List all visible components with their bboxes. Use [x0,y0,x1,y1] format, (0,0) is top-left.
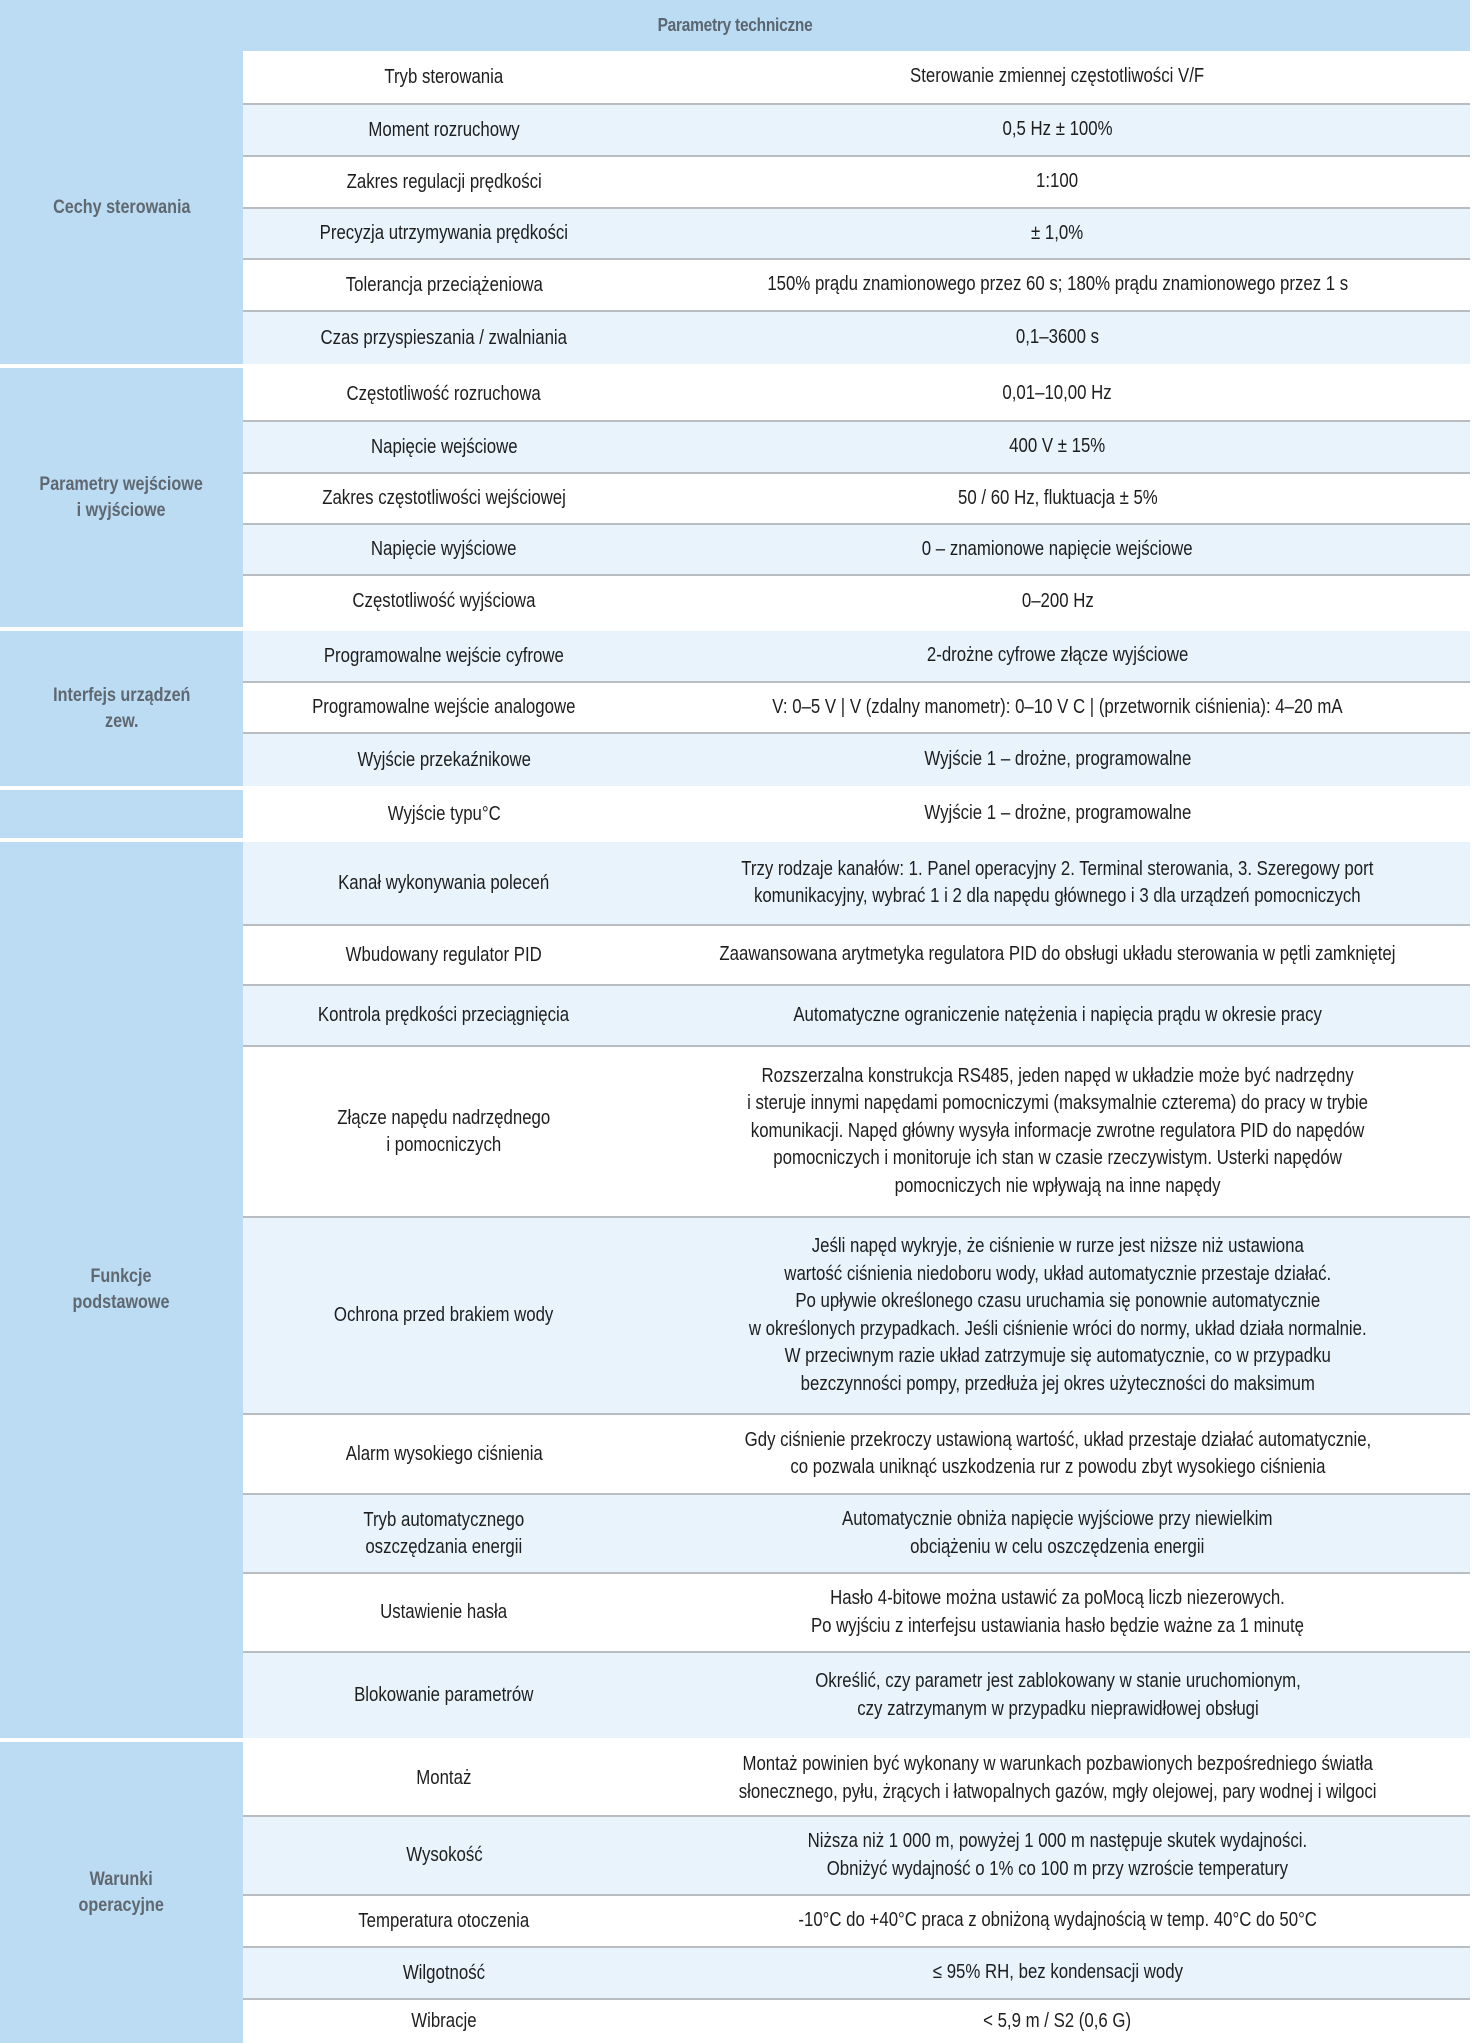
parameter-value-cell [645,1896,1470,1946]
parameter-name: Napięcie wejściowe [370,435,518,458]
parameter-value: < 5,9 m / S2 (0,6 G) [983,2009,1132,2032]
parameter-name-cell [243,312,645,364]
parameter-name-cell [243,368,645,420]
parameter-name: Wysokość [405,1844,483,1866]
parameter-name-cell [243,683,645,732]
parameter-value-cell [645,1047,1470,1216]
parameter-value: Automatyczne ograniczenie natężenia i napięcia prądu w okresie pracy [793,1003,1322,1026]
parameter-value-cell [645,790,1470,838]
parameter-name-cell [243,260,645,310]
parameter-name-cell [243,157,645,207]
section-rows [243,1742,1470,2043]
parameter-name: Złącze napędu nadrzędnego i pomocniczych [337,1106,551,1156]
section-label [0,631,243,786]
table-row [243,260,1470,312]
parameter-value-cell [645,525,1470,574]
parameter-name: Częstotliwość rozruchowa [346,382,542,405]
parameter-value: 0–200 Hz [1021,589,1094,612]
section-rows [243,368,1470,627]
parameter-name: Moment rozruchowy [368,118,520,141]
section-basic-functions [0,838,1470,1738]
parameter-value-cell [645,1415,1470,1493]
parameter-value-cell [645,576,1470,627]
table-row [243,1574,1470,1653]
parameter-name: Montaż [416,1767,472,1789]
table-row [243,157,1470,209]
table-row [243,1742,1470,1817]
section-rows [243,631,1470,786]
section-output-type-c [0,786,1470,838]
table-row [243,312,1470,364]
parameter-name: Tryb automatycznego oszczędzania energii [363,1508,525,1558]
parameter-name: Programowalne wejście cyfrowe [324,644,564,667]
parameter-name-cell [243,525,645,574]
parameter-name-cell [243,422,645,472]
parameter-name: Ochrona przed brakiem wody [334,1304,554,1326]
table-row [243,842,1470,926]
parameter-name-cell [243,1896,645,1946]
parameter-name-cell [243,1415,645,1493]
parameter-value-cell [645,1653,1470,1738]
parameter-value: Niższa niż 1 000 m, powyżej 1 000 m następuje skutek wydajności. Obniżyć wydajność o 1% co 100 m przy wzroście temperatury [807,1830,1308,1880]
parameter-name: Programowalne wejście analogowe [312,696,576,718]
parameter-name: Zakres częstotliwości wejściowej [322,487,566,509]
parameter-value: 0 – znamionowe napięcie wejściowe [922,537,1193,560]
parameter-value-cell [645,157,1470,207]
section-label [0,51,243,364]
table-row [243,683,1470,734]
parameter-name: Wyjście przekaźnikowe [357,748,531,771]
parameter-value: V: 0–5 V | V (zdalny manometr): 0–10 V C | (przetwornik ciśnienia): 4–20 mA [772,695,1343,718]
table-row [243,1415,1470,1495]
section-label-text: Funkcje podstawowe [73,1266,170,1313]
parameter-name-cell [243,209,645,258]
parameter-name-cell [243,926,645,984]
section-control-features [0,51,1470,364]
table-row [243,1653,1470,1738]
parameter-value-cell [645,1817,1470,1894]
parameter-name-cell [243,734,645,786]
parameter-value-cell [645,986,1470,1045]
parameter-value: 0,1–3600 s [1015,326,1100,349]
parameter-name-cell [243,51,645,103]
parameter-value-cell [645,842,1470,924]
section-rows [243,51,1470,364]
parameter-value: Jeśli napęd wykryje, że ciśnienie w rurze jest niższe niż ustawiona wartość ciśnienia niedoboru wody, układ automatycznie przestaje działać. Po upływie określonego czasu uruchamia się ponownie automatycznie w określonych przypadkach. Jeśli ciśnienie wróci do normy, układ działa normalnie. W przeciwnym razie układ zatrzymuje się automatycznie, co w przypadku bezczynności pompy, przedłuża jej okres użyteczności do maksimum [748,1235,1367,1395]
parameter-value: Hasło 4-bitowe można ustawić za poMocą liczb niezerowych. Po wyjściu z interfejsu ustawiania hasło będzie ważne za 1 minutę [810,1587,1305,1637]
parameter-name-cell [243,790,645,838]
parameter-value: 0,5 Hz ± 100% [1002,118,1113,141]
parameter-name-cell [243,1653,645,1738]
parameter-name: Czas przyspieszania / zwalniania [320,326,568,349]
table-row [243,1896,1470,1948]
parameter-value: Wyjście 1 – drożne, programowalne [924,802,1191,825]
table-row [243,474,1470,525]
table-row [243,525,1470,576]
parameter-value: 0,01–10,00 Hz [1002,382,1113,405]
parameter-value-cell [645,260,1470,310]
parameter-name: Ustawienie hasła [380,1601,508,1623]
parameter-name-cell [243,1574,645,1651]
parameter-value: ≤ 95% RH, bez kondensacji wody [932,1961,1183,1984]
parameter-name-cell [243,1218,645,1413]
parameter-value-cell [645,1948,1470,1998]
table-row [243,576,1470,627]
parameter-value: Zaawansowana arytmetyka regulatora PID do obsługi układu sterowania w pętli zamkniętej [719,943,1396,966]
parameter-value: Wyjście 1 – drożne, programowalne [924,748,1191,771]
parameter-value-cell [645,422,1470,472]
table-row [243,1948,1470,2000]
parameter-value: 150% prądu znamionowego przez 60 s; 180% prądu znamionowego przez 1 s [767,273,1348,296]
parameter-name: Kontrola prędkości przeciągnięcia [318,1004,570,1026]
table-row [243,2000,1470,2043]
parameter-name-cell [243,1047,645,1216]
parameter-name: Wbudowany regulator PID [345,943,543,966]
parameter-name-cell [243,2000,645,2043]
parameter-name: Wibracje [411,2010,477,2032]
table-row [243,631,1470,683]
table-title: Parametry techniczne [657,15,813,35]
parameter-name: Tolerancja przeciążeniowa [345,273,543,296]
parameter-value: Automatycznie obniża napięcie wyjściowe przy niewielkim obciążeniu w celu oszczędzenia energii [842,1508,1273,1558]
parameter-value-cell [645,474,1470,523]
parameter-value-cell [645,1574,1470,1651]
parameter-name: Wilgotność [402,1961,486,1984]
parameter-name: Napięcie wyjściowe [371,538,517,560]
parameter-name: Precyzja utrzymywania prędkości [319,222,569,244]
parameter-name: Alarm wysokiego ciśnienia [345,1442,543,1465]
section-label [0,1742,243,2043]
parameter-value-cell [645,2000,1470,2043]
parameter-name: Kanał wykonywania poleceń [338,871,550,894]
parameter-value-cell [645,926,1470,984]
parameter-name-cell [243,1495,645,1572]
table-row [243,1495,1470,1574]
parameter-name-cell [243,1817,645,1894]
section-label [0,842,243,1738]
parameter-value: 1:100 [1036,170,1079,193]
parameter-name: Wyjście typu°C [387,802,501,825]
parameter-value: 50 / 60 Hz, fluktuacja ± 5% [957,486,1158,509]
table-row [243,790,1470,838]
section-io-parameters [0,364,1470,627]
table-row [243,1218,1470,1415]
table-row [243,368,1470,422]
parameter-value: ± 1,0% [1031,221,1084,244]
parameter-name-cell [243,576,645,627]
parameter-value: 400 V ± 15% [1009,435,1106,458]
parameter-value: 2-drożne cyfrowe złącze wyjściowe [926,644,1189,667]
section-label-text: Warunki operacyjne [78,1868,165,1916]
table-row [243,1047,1470,1218]
parameter-name-cell [243,1948,645,1998]
parameter-name: Temperatura otoczenia [358,1909,530,1932]
section-operating-conditions [0,1738,1470,2043]
parameter-value-cell [645,105,1470,155]
table-row [243,986,1470,1047]
parameter-name: Tryb sterowania [384,65,504,88]
parameter-value-cell [645,209,1470,258]
parameter-value: Rozszerzalna konstrukcja RS485, jeden napęd w układzie może być nadrzędny i steruje innymi napędami pomocniczymi (maksymalnie czterema) do pracy w trybie komunikacji. Napęd główny wysyła informacje zwrotne regulatora PID do napędów pomocniczych i monitoruje ich stan w czasie rzeczywistym. Usterki napędów pomocniczych nie wpływają na inne napędy [747,1064,1368,1197]
parameter-value: -10°C do +40°C praca z obniżoną wydajnością w temp. 40°C do 50°C [798,1909,1317,1932]
section-rows [243,842,1470,1738]
parameter-name-cell [243,986,645,1045]
parameter-value-cell [645,734,1470,786]
table-row [243,209,1470,260]
parameter-value: Gdy ciśnienie przekroczy ustawioną wartość, układ przestaje działać automatycznie, co pozwala uniknąć uszkodzenia rur z powodu zbyt wysokiego ciśnienia [744,1428,1371,1478]
section-label-text: Parametry wejściowe i wyjściowe [39,473,204,521]
table-body [0,51,1470,2043]
section-label [0,368,243,627]
parameter-name: Zakres regulacji prędkości [346,170,542,193]
parameter-value-cell [645,1218,1470,1413]
parameter-value-cell [645,1495,1470,1572]
section-label [0,790,243,838]
section-label-text: Interfejs urządzeń zew. [52,684,191,732]
parameter-name-cell [243,1742,645,1815]
table-header [0,0,1470,51]
parameter-name: Częstotliwość wyjściowa [352,590,536,612]
parameter-value-cell [645,1742,1470,1815]
parameter-value-cell [645,51,1470,103]
table-row [243,422,1470,474]
section-rows [243,790,1470,838]
parameter-value-cell [645,312,1470,364]
section-external-interface [0,627,1470,786]
parameter-value: Sterowanie zmiennej częstotliwości V/F [910,65,1205,88]
table-row [243,51,1470,105]
section-label-text: Cechy sterowania [52,196,191,218]
parameter-name-cell [243,474,645,523]
parameter-value-cell [645,683,1470,732]
parameter-name: Blokowanie parametrów [354,1684,534,1706]
parameter-value-cell [645,368,1470,420]
parameter-value-cell [645,631,1470,681]
parameter-value: Trzy rodzaje kanałów: 1. Panel operacyjny 2. Terminal sterowania, 3. Szeregowy port komunikacyjny, wybrać 1 i 2 dla napędu głównego i 3 dla urządzeń pomocniczych [741,857,1374,907]
parameter-name-cell [243,105,645,155]
table-row [243,1817,1470,1896]
table-row [243,926,1470,986]
table-row [243,105,1470,157]
parameter-value: Montaż powinien być wykonany w warunkach pozbawionych bezpośredniego światła słonecznego, pyłu, żrących i łatwopalnych gazów, mgły olejowej, pary wodnej i wilgoci [738,1753,1377,1803]
parameter-name-cell [243,842,645,924]
table-row [243,734,1470,786]
parameter-value: Określić, czy parametr jest zablokowany w stanie uruchomionym, czy zatrzymanym w przypadku nieprawidłowej obsługi [814,1670,1301,1720]
parameter-name-cell [243,631,645,681]
